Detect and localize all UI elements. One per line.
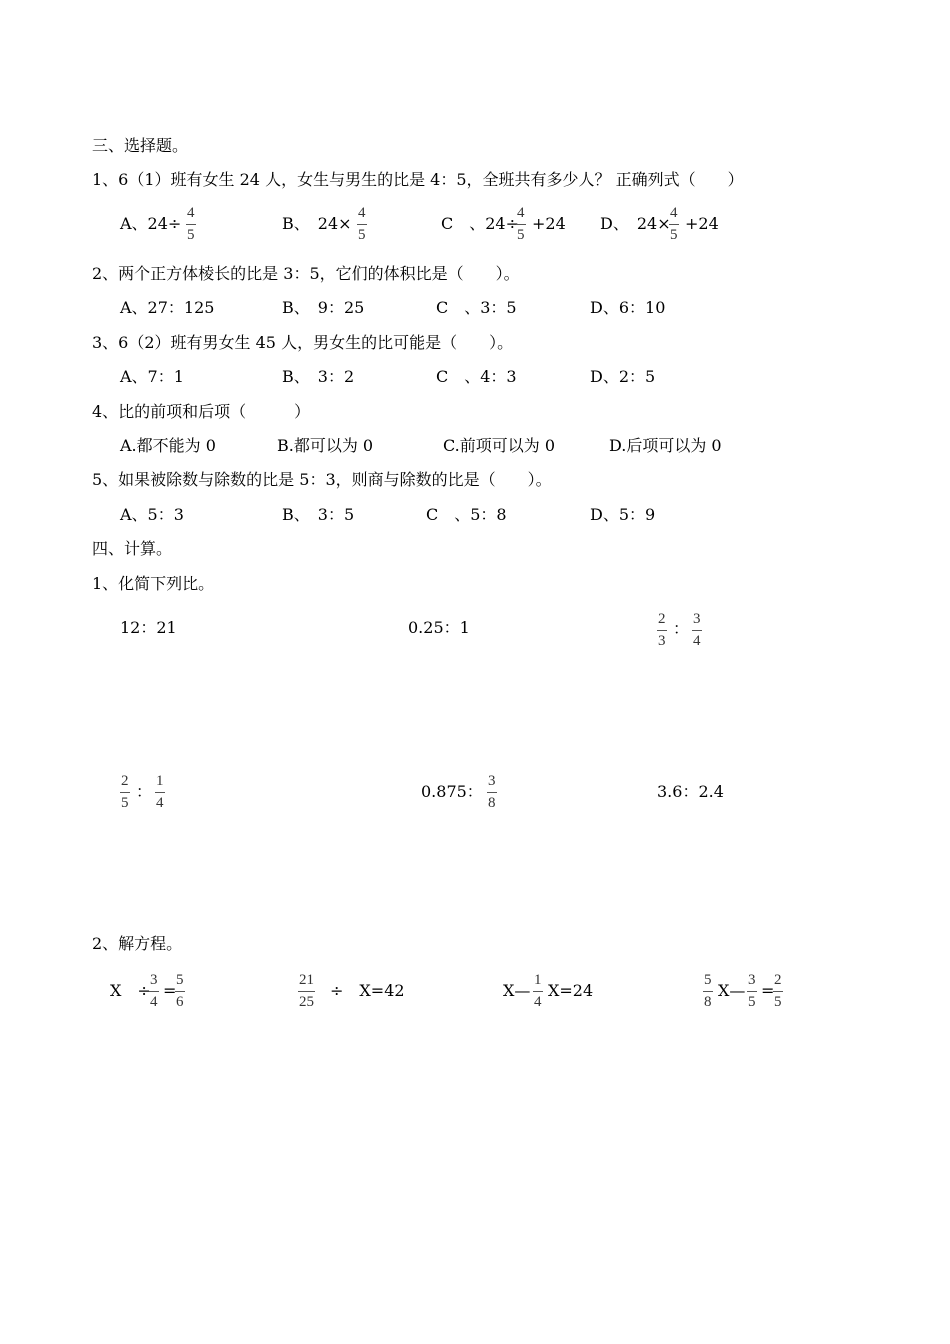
fraction-denominator: 5	[517, 227, 525, 243]
q3-option-d: D、2：5	[590, 367, 656, 386]
equation-3-suffix: X=24	[548, 981, 594, 1000]
fraction-denominator: 5	[187, 227, 195, 243]
equation-4-fraction-a	[703, 973, 713, 1010]
fraction-denominator: 5	[358, 227, 366, 243]
q1-option-b-fraction	[357, 206, 367, 243]
fraction-numerator: 2	[773, 973, 783, 992]
equation-1-fraction-a	[149, 973, 159, 1010]
fraction-denominator: 6	[176, 994, 184, 1010]
equation-3-fraction	[533, 973, 543, 1010]
fraction-numerator: 3	[692, 612, 702, 631]
q1-option-d-text: D、 24×	[600, 214, 671, 233]
question-1-stem: 1、6（1）班有女生 24 人，女生与男生的比是 4：5，全班共有多少人？ 正确列式（ ）	[92, 170, 744, 189]
part-1-title: 1、化简下列比。	[92, 574, 215, 593]
q4-option-a: A.都不能为 0	[120, 436, 216, 455]
q1-option-d-fraction	[669, 206, 679, 243]
question-3-stem: 3、6（2）班有男女生 45 人，男女生的比可能是（ ）。	[92, 333, 514, 352]
equation-1-equals: =	[163, 981, 177, 1000]
equation-4-equals: =	[761, 981, 775, 1000]
ratio-6: 3.6：2.4	[657, 782, 724, 801]
q5-option-c: C 、5：8	[426, 505, 507, 524]
q2-option-c: C 、3：5	[436, 298, 517, 317]
ratio-5-fraction	[487, 774, 497, 811]
part-2-title: 2、解方程。	[92, 934, 183, 953]
fraction-numerator: 5	[175, 973, 185, 992]
fraction-numerator: 2	[657, 612, 667, 631]
fraction-numerator: 5	[703, 973, 713, 992]
fraction-denominator: 5	[774, 994, 782, 1010]
q3-option-c: C 、4：3	[436, 367, 517, 386]
question-5-stem: 5、如果被除数与除数的比是 5：3，则商与除数的比是（ ）。	[92, 470, 552, 489]
fraction-numerator: 3	[747, 973, 757, 992]
q4-option-c: C.前项可以为 0	[443, 436, 556, 455]
fraction-denominator: 5	[121, 795, 129, 811]
q1-option-c-text: C 、24÷	[441, 214, 520, 233]
fraction-denominator: 25	[299, 994, 314, 1010]
q1-option-a-fraction	[186, 206, 196, 243]
ratio-4-fraction-b	[155, 774, 165, 811]
equation-1-fraction-b	[175, 973, 185, 1010]
q1-option-b-text: B、 24×	[282, 214, 352, 233]
ratio-4-colon: ：	[136, 782, 153, 801]
fraction-numerator: 3	[487, 774, 497, 793]
fraction-denominator: 4	[693, 633, 701, 649]
fraction-numerator: 4	[516, 206, 526, 225]
q1-option-a-text: A、24÷	[120, 214, 182, 233]
equation-4-fraction-b	[747, 973, 757, 1010]
fraction-denominator: 4	[534, 994, 542, 1010]
q4-option-b: B.都可以为 0	[277, 436, 374, 455]
ratio-3-fraction-a	[657, 612, 667, 649]
question-4-stem: 4、比的前项和后项（ ）	[92, 402, 311, 421]
ratio-3-fraction-b	[692, 612, 702, 649]
section-title-choice: 三、选择题。	[92, 136, 189, 155]
fraction-numerator: 2	[120, 774, 130, 793]
equation-3-text: X—	[503, 981, 531, 1000]
fraction-numerator: 4	[669, 206, 679, 225]
q1-option-d-suffix: +24	[685, 214, 719, 233]
q2-option-a: A、27：125	[120, 298, 215, 317]
fraction-numerator: 4	[357, 206, 367, 225]
fraction-denominator: 5	[670, 227, 678, 243]
q2-option-b: B、 9：25	[282, 298, 365, 317]
fraction-denominator: 4	[156, 795, 164, 811]
fraction-denominator: 4	[150, 994, 158, 1010]
fraction-denominator: 8	[704, 994, 712, 1010]
fraction-denominator: 5	[748, 994, 756, 1010]
q4-option-d: D.后项可以为 0	[609, 436, 722, 455]
ratio-3-colon: ：	[673, 619, 690, 638]
equation-2-fraction	[298, 973, 315, 1010]
q3-option-a: A、7：1	[120, 367, 184, 386]
fraction-numerator: 1	[155, 774, 165, 793]
ratio-1: 12：21	[120, 618, 177, 637]
fraction-denominator: 8	[488, 795, 496, 811]
equation-2-text: ÷ X=42	[330, 981, 405, 1000]
q5-option-a: A、5：3	[120, 505, 184, 524]
q3-option-b: B、 3：2	[282, 367, 355, 386]
q2-option-d: D、6：10	[590, 298, 666, 317]
equation-4-fraction-c	[773, 973, 783, 1010]
fraction-numerator: 3	[149, 973, 159, 992]
fraction-denominator: 3	[658, 633, 666, 649]
q1-option-c-suffix: +24	[532, 214, 566, 233]
q5-option-b: B、 3：5	[282, 505, 355, 524]
equation-1-text: X ÷	[110, 981, 151, 1000]
fraction-numerator: 21	[298, 973, 315, 992]
equation-4-text: X—	[718, 981, 746, 1000]
q5-option-d: D、5：9	[590, 505, 656, 524]
ratio-4-fraction-a	[120, 774, 130, 811]
q1-option-c-fraction	[516, 206, 526, 243]
fraction-numerator: 1	[533, 973, 543, 992]
ratio-5-text: 0.875：	[421, 782, 483, 801]
question-2-stem: 2、两个正方体棱长的比是 3：5，它们的体积比是（ ）。	[92, 264, 520, 283]
fraction-numerator: 4	[186, 206, 196, 225]
section-title-calculation: 四、计算。	[92, 539, 173, 558]
ratio-2: 0.25：1	[408, 618, 470, 637]
